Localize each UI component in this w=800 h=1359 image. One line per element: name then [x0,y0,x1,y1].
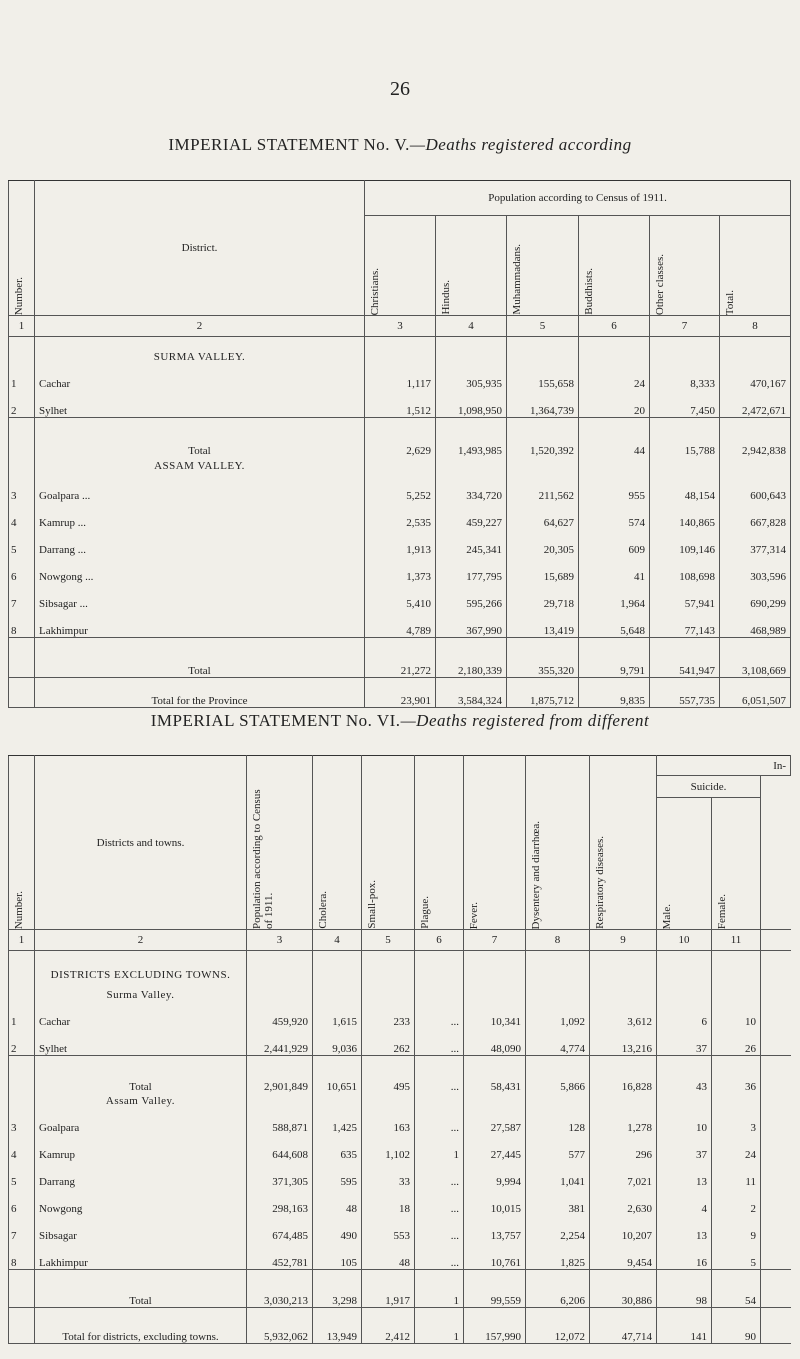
value-cell: 674,485 [247,1215,313,1242]
value-cell: 10,761 [464,1242,526,1270]
value-cell: 3,612 [590,1001,657,1028]
value-cell: 1,117 [365,363,436,390]
statement-vi-row [9,1161,791,1188]
total-value: 2,412 [362,1308,415,1344]
total-value: 15,788 [650,417,720,457]
total-value: 2,942,838 [720,417,791,457]
value-cell: 163 [362,1107,415,1134]
value-cell: 7,450 [650,390,720,418]
col-header-cholera: Cholera. [313,756,362,930]
province-total-row [9,678,791,708]
value-cell: 600,643 [720,475,791,502]
total-value: 3,030,213 [247,1270,313,1308]
grand-total-row [9,1308,791,1344]
value-cell: 48 [362,1242,415,1270]
col-header-female: Female. [712,798,761,930]
total-value: 44 [579,417,650,457]
value-cell: 9,454 [590,1242,657,1270]
col-header-muhammadans: Muhammadans. [507,216,579,316]
value-cell: 298,163 [247,1188,313,1215]
col-header-hindus: Hindus. [436,216,507,316]
total-label: Total [35,1055,247,1093]
col-header-respiratory: Respiratory diseases. [590,756,657,930]
value-cell: ... [415,1028,464,1056]
statement-v-title [0,135,800,155]
total-label: Total for the Province [35,678,365,708]
total-value: 43 [657,1055,712,1093]
value-cell: ... [415,1107,464,1134]
total-value: 3,584,324 [436,678,507,708]
assam-total-row-2 [9,1270,791,1308]
value-cell: 245,341 [436,529,507,556]
value-cell: 105 [313,1242,362,1270]
value-cell: 2,630 [590,1188,657,1215]
value-cell: 16 [657,1242,712,1270]
value-cell: 26 [712,1028,761,1056]
value-cell: 20,305 [507,529,579,556]
value-cell: 1,092 [526,1001,590,1028]
surma-total-row [9,417,791,457]
row-number: 2 [9,390,35,418]
total-value: 2,629 [365,417,436,457]
statement-v-row [9,390,791,418]
value-cell: 588,871 [247,1107,313,1134]
total-value: 1,917 [362,1270,415,1308]
row-number: 1 [9,1001,35,1028]
statement-vi-row [9,1028,791,1056]
value-cell: 1,278 [590,1107,657,1134]
value-cell: 15,689 [507,556,579,583]
group-header-population: Population according to Census of 1911. [365,181,791,216]
section-surma-valley-2: Surma Valley. [35,981,247,1001]
total-value: 54 [712,1270,761,1308]
row-number: 3 [9,1107,35,1134]
total-value: 5,932,062 [247,1308,313,1344]
total-value: 6,206 [526,1270,590,1308]
value-cell: 371,305 [247,1161,313,1188]
value-cell: 5,648 [579,610,650,638]
value-cell: 5 [712,1242,761,1270]
total-value: 2,901,849 [247,1055,313,1093]
total-value: 1 [415,1308,464,1344]
value-cell: 13 [657,1161,712,1188]
value-cell: 574 [579,502,650,529]
total-value: 2,180,339 [436,638,507,678]
district-name: Lakhimpur [35,1242,247,1270]
row-number: 5 [9,1161,35,1188]
value-cell: 7,021 [590,1161,657,1188]
value-cell: 1,102 [362,1134,415,1161]
district-name: Goalpara [35,1107,247,1134]
value-cell: 690,299 [720,583,791,610]
value-cell: 57,941 [650,583,720,610]
total-value: 355,320 [507,638,579,678]
value-cell: ... [415,1242,464,1270]
total-value: 58,431 [464,1055,526,1093]
page-number: 26 [390,78,410,100]
row-number: 7 [9,583,35,610]
total-value: ... [415,1055,464,1093]
value-cell: 128 [526,1107,590,1134]
total-value: 13,949 [313,1308,362,1344]
group-header-suicide: Suicide. [657,776,761,798]
value-cell: 9,036 [313,1028,362,1056]
value-cell: 381 [526,1188,590,1215]
statement-vi-title [0,711,800,731]
value-cell: 233 [362,1001,415,1028]
value-cell: 2,441,929 [247,1028,313,1056]
col-header-smallpox: Small-pox. [362,756,415,930]
statement-v-row [9,556,791,583]
value-cell: 10,015 [464,1188,526,1215]
total-value: 10,651 [313,1055,362,1093]
total-label: Total [35,638,365,678]
value-cell: 109,146 [650,529,720,556]
district-name: Goalpara ... [35,475,365,502]
district-name: Lakhimpur [35,610,365,638]
value-cell: 1,098,950 [436,390,507,418]
value-cell: 20 [579,390,650,418]
value-cell: 1,615 [313,1001,362,1028]
col-header-male: Male. [657,798,712,930]
total-value: 12,072 [526,1308,590,1344]
value-cell: 24 [579,363,650,390]
value-cell: 4,774 [526,1028,590,1056]
value-cell: 4 [657,1188,712,1215]
value-cell: 6 [657,1001,712,1028]
value-cell: 13 [657,1215,712,1242]
value-cell: 553 [362,1215,415,1242]
value-cell: 48,154 [650,475,720,502]
statement-vi-row [9,1188,791,1215]
total-value: 541,947 [650,638,720,678]
value-cell: 644,608 [247,1134,313,1161]
row-number: 3 [9,475,35,502]
value-cell: 10,341 [464,1001,526,1028]
col-header-population: Population according to Census of 1911. [247,756,313,930]
value-cell: 9 [712,1215,761,1242]
statement-vi-title-italic: —Deaths registered from different [400,711,650,730]
statement-v-row [9,583,791,610]
value-cell: 13,419 [507,610,579,638]
total-label: Total [35,417,365,457]
district-name: Cachar [35,1001,247,1028]
value-cell: 4,789 [365,610,436,638]
total-value: 30,886 [590,1270,657,1308]
value-cell: 296 [590,1134,657,1161]
district-name: Sibsagar [35,1215,247,1242]
total-value: 99,559 [464,1270,526,1308]
statement-v-row [9,475,791,502]
district-name: Kamrup ... [35,502,365,529]
statement-v-row [9,529,791,556]
district-name: Darrang ... [35,529,365,556]
statement-vi-row [9,1242,791,1270]
total-value: 5,866 [526,1055,590,1093]
value-cell: 595 [313,1161,362,1188]
value-cell: 9,994 [464,1161,526,1188]
total-value: 36 [712,1055,761,1093]
value-cell: ... [415,1161,464,1188]
col-header-other: Other classes. [650,216,720,316]
total-value: 3,108,669 [720,638,791,678]
value-cell: 377,314 [720,529,791,556]
total-value: 1 [415,1270,464,1308]
total-value: 21,272 [365,638,436,678]
value-cell: 13,757 [464,1215,526,1242]
value-cell: 2,472,671 [720,390,791,418]
value-cell: 2 [712,1188,761,1215]
statement-v-row [9,363,791,390]
value-cell: ... [415,1001,464,1028]
statement-v-title-main: IMPERIAL STATEMENT No. V. [168,135,410,154]
value-cell: 490 [313,1215,362,1242]
value-cell: 577 [526,1134,590,1161]
value-cell: 1,364,739 [507,390,579,418]
value-cell: 27,587 [464,1107,526,1134]
value-cell: 334,720 [436,475,507,502]
district-name: Nowgong [35,1188,247,1215]
value-cell: 48,090 [464,1028,526,1056]
section-assam-valley: ASSAM VALLEY. [35,457,365,475]
statement-vi-title-main: IMPERIAL STATEMENT No. VI. [150,711,401,730]
value-cell: 77,143 [650,610,720,638]
statement-v-row [9,610,791,638]
col-header-plague: Plague. [415,756,464,930]
value-cell: 1,373 [365,556,436,583]
value-cell: 3 [712,1107,761,1134]
value-cell: 1,964 [579,583,650,610]
surma-total-row-2 [9,1055,791,1093]
col-header-fever: Fever. [464,756,526,930]
value-cell: 8,333 [650,363,720,390]
total-value: 1,875,712 [507,678,579,708]
group-header-injuries: In- [657,756,791,776]
col-header-number: Number. [9,181,35,316]
value-cell: 1,913 [365,529,436,556]
column-number-row: 1 2 3 4 5 6 7 8 [9,316,791,337]
total-value: 6,051,507 [720,678,791,708]
district-name: Sylhet [35,1028,247,1056]
col-header-districts-towns: Districts and towns. [35,756,247,930]
value-cell: 108,698 [650,556,720,583]
section-districts-excluding-towns: DISTRICTS EXCLUDING TOWNS. [35,951,247,981]
value-cell: 262 [362,1028,415,1056]
total-value: 3,298 [313,1270,362,1308]
col-header-dysentery: Dysentery and diarrhœa. [526,756,590,930]
total-value: 495 [362,1055,415,1093]
row-number: 4 [9,1134,35,1161]
value-cell: 452,781 [247,1242,313,1270]
value-cell: 459,920 [247,1001,313,1028]
row-number: 6 [9,1188,35,1215]
statement-v-table [8,180,791,708]
district-name: Darrang [35,1161,247,1188]
total-value: 1,520,392 [507,417,579,457]
total-label: Total [35,1270,247,1308]
statement-v-row [9,502,791,529]
value-cell: 37 [657,1028,712,1056]
row-number: 6 [9,556,35,583]
district-name: Sylhet [35,390,365,418]
col-header-total: Total. [720,216,791,316]
section-assam-valley-2: Assam Valley. [35,1093,247,1107]
row-number: 1 [9,363,35,390]
value-cell: 64,627 [507,502,579,529]
column-number-row-2: 1 2 3 4 5 6 7 8 9 10 11 [9,930,791,951]
value-cell: 305,935 [436,363,507,390]
total-value: 47,714 [590,1308,657,1344]
statement-vi-table [8,755,791,1344]
statement-vi-row [9,1107,791,1134]
statement-vi-row [9,1134,791,1161]
value-cell: 1,041 [526,1161,590,1188]
section-surma-valley: SURMA VALLEY. [35,337,365,363]
district-name: Kamrup [35,1134,247,1161]
value-cell: 10,207 [590,1215,657,1242]
value-cell: 155,658 [507,363,579,390]
statement-v-title-italic: —Deaths registered according [409,135,632,154]
total-label: Total for districts, excluding towns. [35,1308,247,1344]
total-value: 157,990 [464,1308,526,1344]
col-header-buddhists: Buddhists. [579,216,650,316]
value-cell: 177,795 [436,556,507,583]
value-cell: 1,512 [365,390,436,418]
value-cell: 459,227 [436,502,507,529]
row-number: 2 [9,1028,35,1056]
value-cell: 2,254 [526,1215,590,1242]
total-value: 141 [657,1308,712,1344]
total-value: 557,735 [650,678,720,708]
col-header-christians: Christians. [365,216,436,316]
value-cell: 2,535 [365,502,436,529]
value-cell: 140,865 [650,502,720,529]
value-cell: 24 [712,1134,761,1161]
value-cell: ... [415,1215,464,1242]
value-cell: 1,425 [313,1107,362,1134]
row-number: 8 [9,610,35,638]
value-cell: 303,596 [720,556,791,583]
value-cell: 13,216 [590,1028,657,1056]
value-cell: 10 [712,1001,761,1028]
value-cell: 367,990 [436,610,507,638]
value-cell: 5,252 [365,475,436,502]
value-cell: 667,828 [720,502,791,529]
value-cell: 609 [579,529,650,556]
row-number: 4 [9,502,35,529]
total-value: 16,828 [590,1055,657,1093]
total-value: 23,901 [365,678,436,708]
total-value: 98 [657,1270,712,1308]
value-cell: 5,410 [365,583,436,610]
value-cell: 11 [712,1161,761,1188]
value-cell: 468,989 [720,610,791,638]
value-cell: 10 [657,1107,712,1134]
value-cell: 27,445 [464,1134,526,1161]
value-cell: 211,562 [507,475,579,502]
value-cell: 635 [313,1134,362,1161]
statement-vi-row [9,1001,791,1028]
value-cell: 18 [362,1188,415,1215]
assam-total-row [9,638,791,678]
value-cell: 1 [415,1134,464,1161]
total-value: 90 [712,1308,761,1344]
district-name: Nowgong ... [35,556,365,583]
col-header-number-2: Number. [9,756,35,930]
row-number: 8 [9,1242,35,1270]
row-number: 5 [9,529,35,556]
value-cell: 1,825 [526,1242,590,1270]
total-value: 1,493,985 [436,417,507,457]
value-cell: 33 [362,1161,415,1188]
district-name: Cachar [35,363,365,390]
district-name: Sibsagar ... [35,583,365,610]
col-header-district: District. [35,181,365,316]
value-cell: 37 [657,1134,712,1161]
value-cell: 29,718 [507,583,579,610]
value-cell: ... [415,1188,464,1215]
value-cell: 595,266 [436,583,507,610]
value-cell: 470,167 [720,363,791,390]
row-number: 7 [9,1215,35,1242]
total-value: 9,835 [579,678,650,708]
value-cell: 955 [579,475,650,502]
total-value: 9,791 [579,638,650,678]
value-cell: 48 [313,1188,362,1215]
statement-vi-row [9,1215,791,1242]
value-cell: 41 [579,556,650,583]
